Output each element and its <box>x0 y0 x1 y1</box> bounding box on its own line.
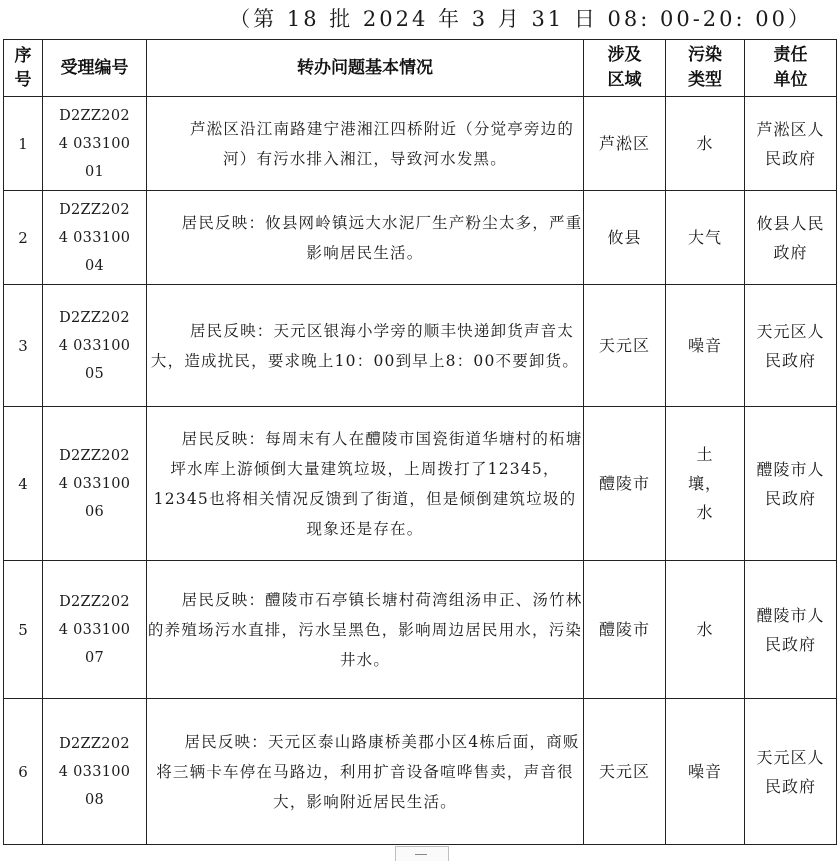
row-pollution-type: 噪音 <box>666 285 745 407</box>
row-responsible-unit <box>745 97 837 191</box>
header-responsible-unit <box>745 40 837 97</box>
header-area-label: 涉及区域 <box>607 45 642 90</box>
row-responsible-unit-text: 天元区人民政府 <box>756 747 825 796</box>
row-pollution-type-text: 土壤，水 <box>687 445 722 522</box>
row-record-id <box>43 191 147 285</box>
table-row <box>4 285 837 407</box>
row-seq: 5 <box>4 561 43 699</box>
footer-dash <box>415 854 427 855</box>
row-responsible-unit <box>745 285 837 407</box>
row-responsible-unit <box>745 699 837 845</box>
row-seq: 2 <box>4 191 43 285</box>
row-area: 醴陵市 <box>584 561 666 699</box>
row-pollution-type: 水 <box>666 561 745 699</box>
row-responsible-unit-text: 攸县人民政府 <box>756 213 825 262</box>
table-row <box>4 699 837 845</box>
row-record-id-text: D2ZZ2024 03310006 <box>58 447 131 520</box>
row-pollution-type: 大气 <box>666 191 745 285</box>
row-area: 芦淞区 <box>584 97 666 191</box>
row-seq: 6 <box>4 699 43 845</box>
row-description: 居民反映：攸县网岭镇远大水泥厂生产粉尘太多，严重影响居民生活。 <box>147 191 584 285</box>
row-responsible-unit-text: 醴陵市人民政府 <box>756 459 825 508</box>
row-area: 天元区 <box>584 699 666 845</box>
header-record-id: 受理编号 <box>43 40 147 97</box>
table-row <box>4 97 837 191</box>
row-description: 居民反映：每周末有人在醴陵市国瓷街道华塘村的柘塘坪水库上游倾倒大量建筑垃圾，上周拨打了12345，12345也将相关情况反馈到了街道，但是倾倒建筑垃圾的现象还是存在。 <box>147 407 584 561</box>
row-record-id-text: D2ZZ2024 03310004 <box>58 201 131 274</box>
row-responsible-unit-text: 醴陵市人民政府 <box>756 605 825 654</box>
row-pollution-type: 噪音 <box>666 699 745 845</box>
row-description: 芦淞区沿江南路建宁港湘江四桥附近（分觉亭旁边的河）有污水排入湘江，导致河水发黑。 <box>147 97 584 191</box>
header-pollution-type <box>666 40 745 97</box>
row-area: 天元区 <box>584 285 666 407</box>
row-record-id <box>43 97 147 191</box>
row-record-id <box>43 407 147 561</box>
header-pollution-type-label: 污染类型 <box>688 45 722 90</box>
row-record-id <box>43 699 147 845</box>
row-pollution-type <box>666 407 745 561</box>
table-row <box>4 191 837 285</box>
row-record-id-text: D2ZZ2024 03310007 <box>58 593 131 666</box>
table-row <box>4 561 837 699</box>
row-record-id <box>43 561 147 699</box>
header-area <box>584 40 666 97</box>
row-area: 攸县 <box>584 191 666 285</box>
complaints-table <box>3 39 837 845</box>
row-description: 居民反映：醴陵市石亭镇长塘村荷湾组汤申正、汤竹林的养殖场污水直排，污水呈黑色，影响周边居民用水，污染井水。 <box>147 561 584 699</box>
row-record-id <box>43 285 147 407</box>
batch-header: （第 18 批 2024 年 3 月 31 日 08: 00-20: 00） <box>229 7 812 31</box>
header-description: 转办问题基本情况 <box>147 40 584 97</box>
table-row <box>4 407 837 561</box>
row-seq: 3 <box>4 285 43 407</box>
row-record-id-text: D2ZZ2024 03310005 <box>58 309 131 382</box>
row-responsible-unit <box>745 191 837 285</box>
header-seq <box>4 40 43 97</box>
row-responsible-unit-text: 芦淞区人民政府 <box>756 119 825 168</box>
row-record-id-text: D2ZZ2024 03310008 <box>58 735 131 808</box>
row-description: 居民反映：天元区泰山路康桥美郡小区4栋后面，商贩将三辆卡车停在马路边，利用扩音设备喧哗售卖，声音很大，影响附近居民生活。 <box>147 699 584 845</box>
header-responsible-unit-label: 责任单位 <box>773 45 808 90</box>
table-header-row <box>4 40 837 97</box>
row-pollution-type: 水 <box>666 97 745 191</box>
header-seq-label: 序号 <box>14 46 32 90</box>
row-responsible-unit <box>745 561 837 699</box>
page-footer-tab <box>395 846 449 861</box>
row-responsible-unit-text: 天元区人民政府 <box>756 321 825 370</box>
row-seq: 4 <box>4 407 43 561</box>
row-description: 居民反映：天元区银海小学旁的顺丰快递卸货声音太大，造成扰民，要求晚上10：00到早上8：00不要卸货。 <box>147 285 584 407</box>
row-area: 醴陵市 <box>584 407 666 561</box>
row-record-id-text: D2ZZ2024 03310001 <box>58 107 131 180</box>
row-seq: 1 <box>4 97 43 191</box>
row-responsible-unit <box>745 407 837 561</box>
